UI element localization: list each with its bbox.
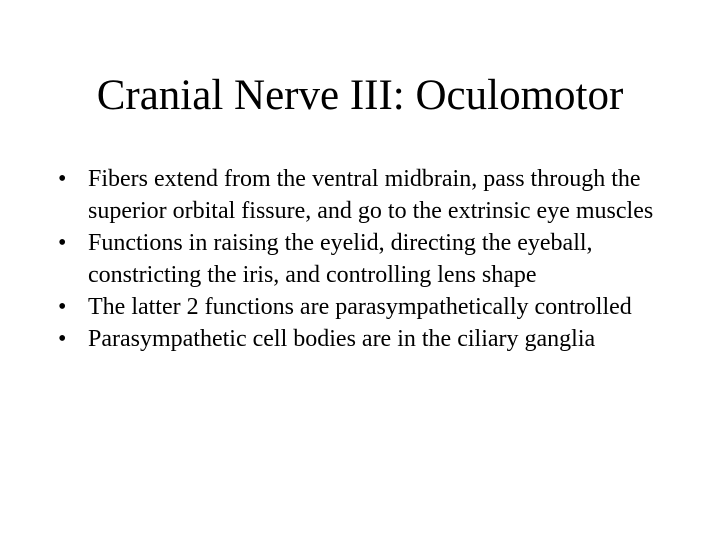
bullet-text: Fibers extend from the ventral midbrain, pass through the superior orbital fissure, and go to the extrinsic eye muscles <box>88 166 654 224</box>
bullet-icon: • <box>58 230 67 256</box>
bullet-text: The latter 2 functions are parasympathetically controlled <box>88 294 632 320</box>
bullet-text: Functions in raising the eyelid, directing the eyeball, constricting the iris, and controlling lens shape <box>88 230 593 288</box>
bullet-icon: • <box>58 294 67 320</box>
bullet-item-2 <box>58 227 658 291</box>
bullet-text: Parasympathetic cell bodies are in the ciliary ganglia <box>88 326 596 352</box>
bullet-icon: • <box>58 166 67 192</box>
bullet-list <box>58 163 658 355</box>
bullet-icon: • <box>58 326 67 352</box>
bullet-item-1 <box>58 163 658 227</box>
slide-title: Cranial Nerve III: Oculomotor <box>96 72 624 119</box>
bullet-item-3 <box>58 291 658 323</box>
bullet-item-4 <box>58 323 658 355</box>
